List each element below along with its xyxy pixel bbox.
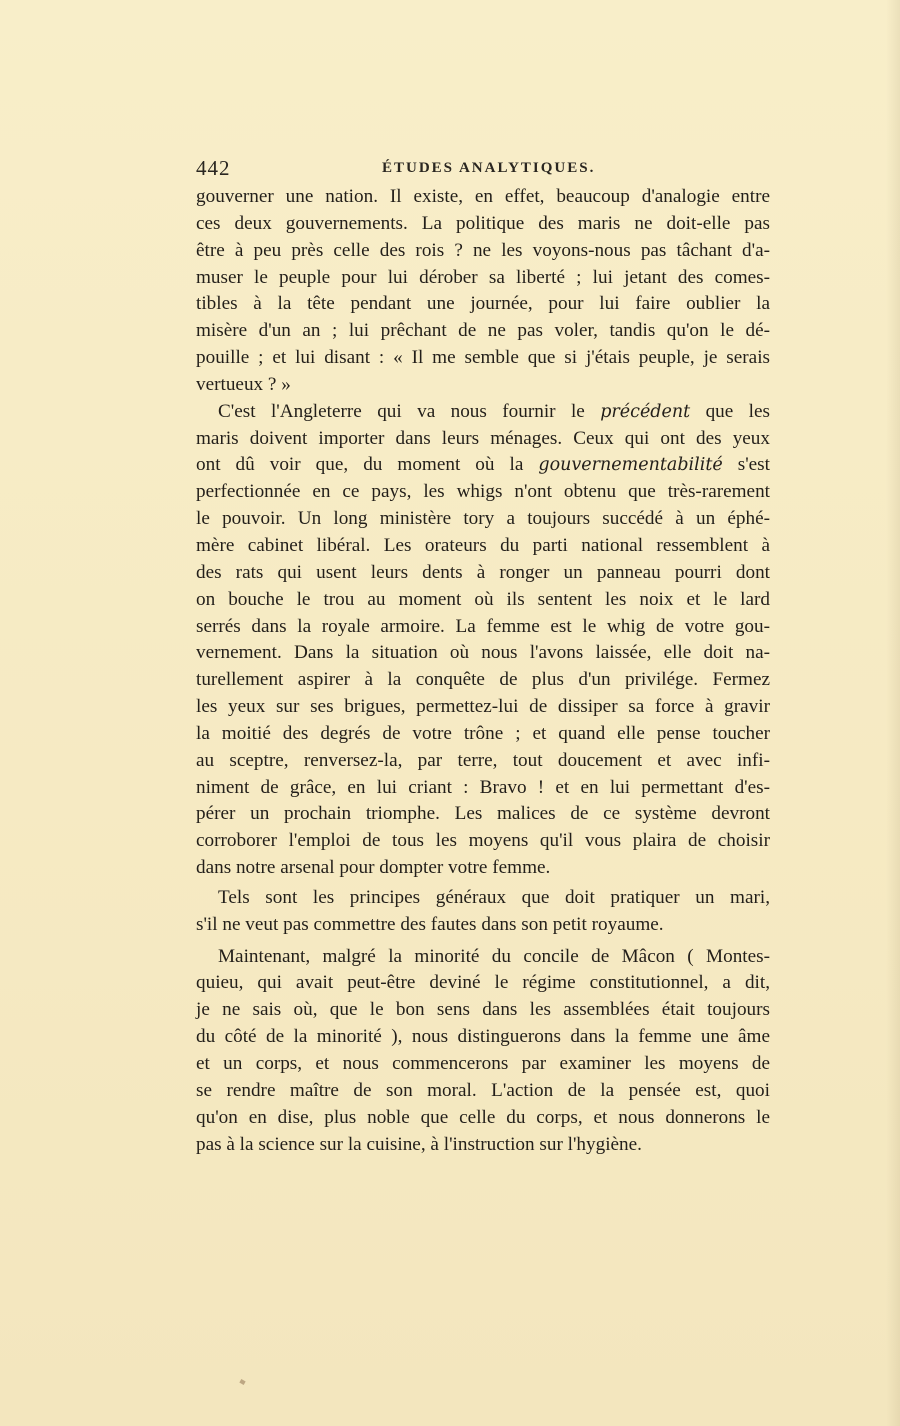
paragraph-4: [196, 944, 770, 1159]
text-line: perfectionnée en ce pays, les whigs n'ont obtenu que très-rarement: [196, 481, 770, 503]
text-line: les yeux sur ses brigues, permettez-lui de dissiper sa force à gravir: [196, 696, 770, 718]
text-line: niment de grâce, en lui criant : Bravo ! et en lui permettant d'es-: [196, 776, 770, 798]
text-fragment: ont dû voir que, du moment où la: [196, 454, 539, 476]
page-edge-shadow: [886, 0, 900, 1426]
text-line: être à peu près celle des rois ? ne les voyons-nous pas tâchant d'a-: [196, 239, 770, 261]
text-fragment: que les: [690, 400, 770, 422]
text-line: turellement aspirer à la conquête de plus d'un privilége. Fermez: [196, 669, 770, 691]
text-line: je ne sais où, que le bon sens dans les assemblées était toujours: [196, 999, 770, 1021]
text-line: [196, 452, 770, 479]
page-number: 442: [196, 156, 231, 180]
text-line: mère cabinet libéral. Les orateurs du parti national ressemblent à: [196, 534, 770, 556]
text-fragment: s'est: [722, 454, 770, 476]
text-line: le pouvoir. Un long ministère tory a toujours succédé à un éphé-: [196, 508, 770, 530]
text-line: muser le peuple pour lui dérober sa liberté ; lui jetant des comes-: [196, 266, 770, 288]
text-line: du côté de la minorité ), nous distinguerons dans la femme une âme: [196, 1026, 770, 1048]
text-line: gouverner une nation. Il existe, en effet, beaucoup d'analogie entre: [196, 186, 770, 207]
italic-term: gouvernementabilité: [538, 455, 723, 476]
text-line: au sceptre, renversez-la, par terre, tout doucement et avec infi-: [196, 749, 770, 771]
text-line: ces deux gouvernements. La politique des maris ne doit-elle pas: [196, 212, 770, 234]
text-line: se rendre maître de son moral. L'action de la pensée est, quoi: [196, 1079, 770, 1101]
text-line: qu'on en dise, plus noble que celle du corps, et nous donnerons le: [196, 1106, 770, 1128]
text-line: corroborer l'emploi de tous les moyens qu'il vous plaira de choisir: [196, 830, 770, 852]
text-line: vernement. Dans la situation où nous l'avons laissée, elle doit na-: [196, 642, 770, 664]
text-line: vertueux ? »: [196, 373, 291, 395]
text-line: s'il ne veut pas commettre des fautes dans son petit royaume.: [196, 913, 664, 935]
text-line: maris doivent importer dans leurs ménages. Ceux qui ont des yeux: [196, 427, 770, 449]
text-line: [196, 399, 770, 426]
text-line: Maintenant, malgré la minorité du concile de Mâcon ( Montes-: [218, 945, 770, 967]
paper-mark: [239, 1379, 245, 1385]
text-line: misère d'un an ; lui prêchant de ne pas voler, tandis qu'on le dé-: [196, 320, 770, 342]
text-line: des rats qui usent leurs dents à ronger un panneau pourri dont: [196, 561, 770, 583]
paragraph-2: [196, 399, 770, 882]
text-line: dans notre arsenal pour dompter votre femme.: [196, 857, 551, 879]
text-line: et un corps, et nous commencerons par examiner les moyens de: [196, 1053, 770, 1074]
page-body: [196, 184, 770, 1158]
text-line: Tels sont les principes généraux que doit pratiquer un mari,: [218, 886, 770, 908]
paragraph-3: [196, 885, 770, 939]
text-line: pas à la science sur la cuisine, à l'instruction sur l'hygiène.: [196, 1133, 642, 1155]
text-line: on bouche le trou au moment où ils sentent les noix et le lard: [196, 588, 770, 610]
text-line: serrés dans la royale armoire. La femme est le whig de votre gou-: [196, 615, 770, 637]
text-line: pouille ; et lui disant : « Il me semble que si j'étais peuple, je serais: [196, 347, 770, 369]
paragraph-1: [196, 184, 770, 399]
text-fragment: C'est l'Angleterre qui va nous fournir le: [218, 400, 601, 422]
text-line: la moitié des degrés de votre trône ; et quand elle pense toucher: [196, 722, 770, 744]
running-head: [196, 156, 770, 182]
italic-term: précédent: [600, 401, 691, 422]
text-line: quieu, qui avait peut-être deviné le régime constitutionnel, a dit,: [196, 972, 770, 994]
text-line: pérer un prochain triomphe. Les malices de ce système devront: [196, 803, 770, 825]
running-title: ÉTUDES ANALYTIQUES.: [382, 160, 596, 176]
text-line: tibles à la tête pendant une journée, pour lui faire oublier la: [196, 293, 770, 315]
